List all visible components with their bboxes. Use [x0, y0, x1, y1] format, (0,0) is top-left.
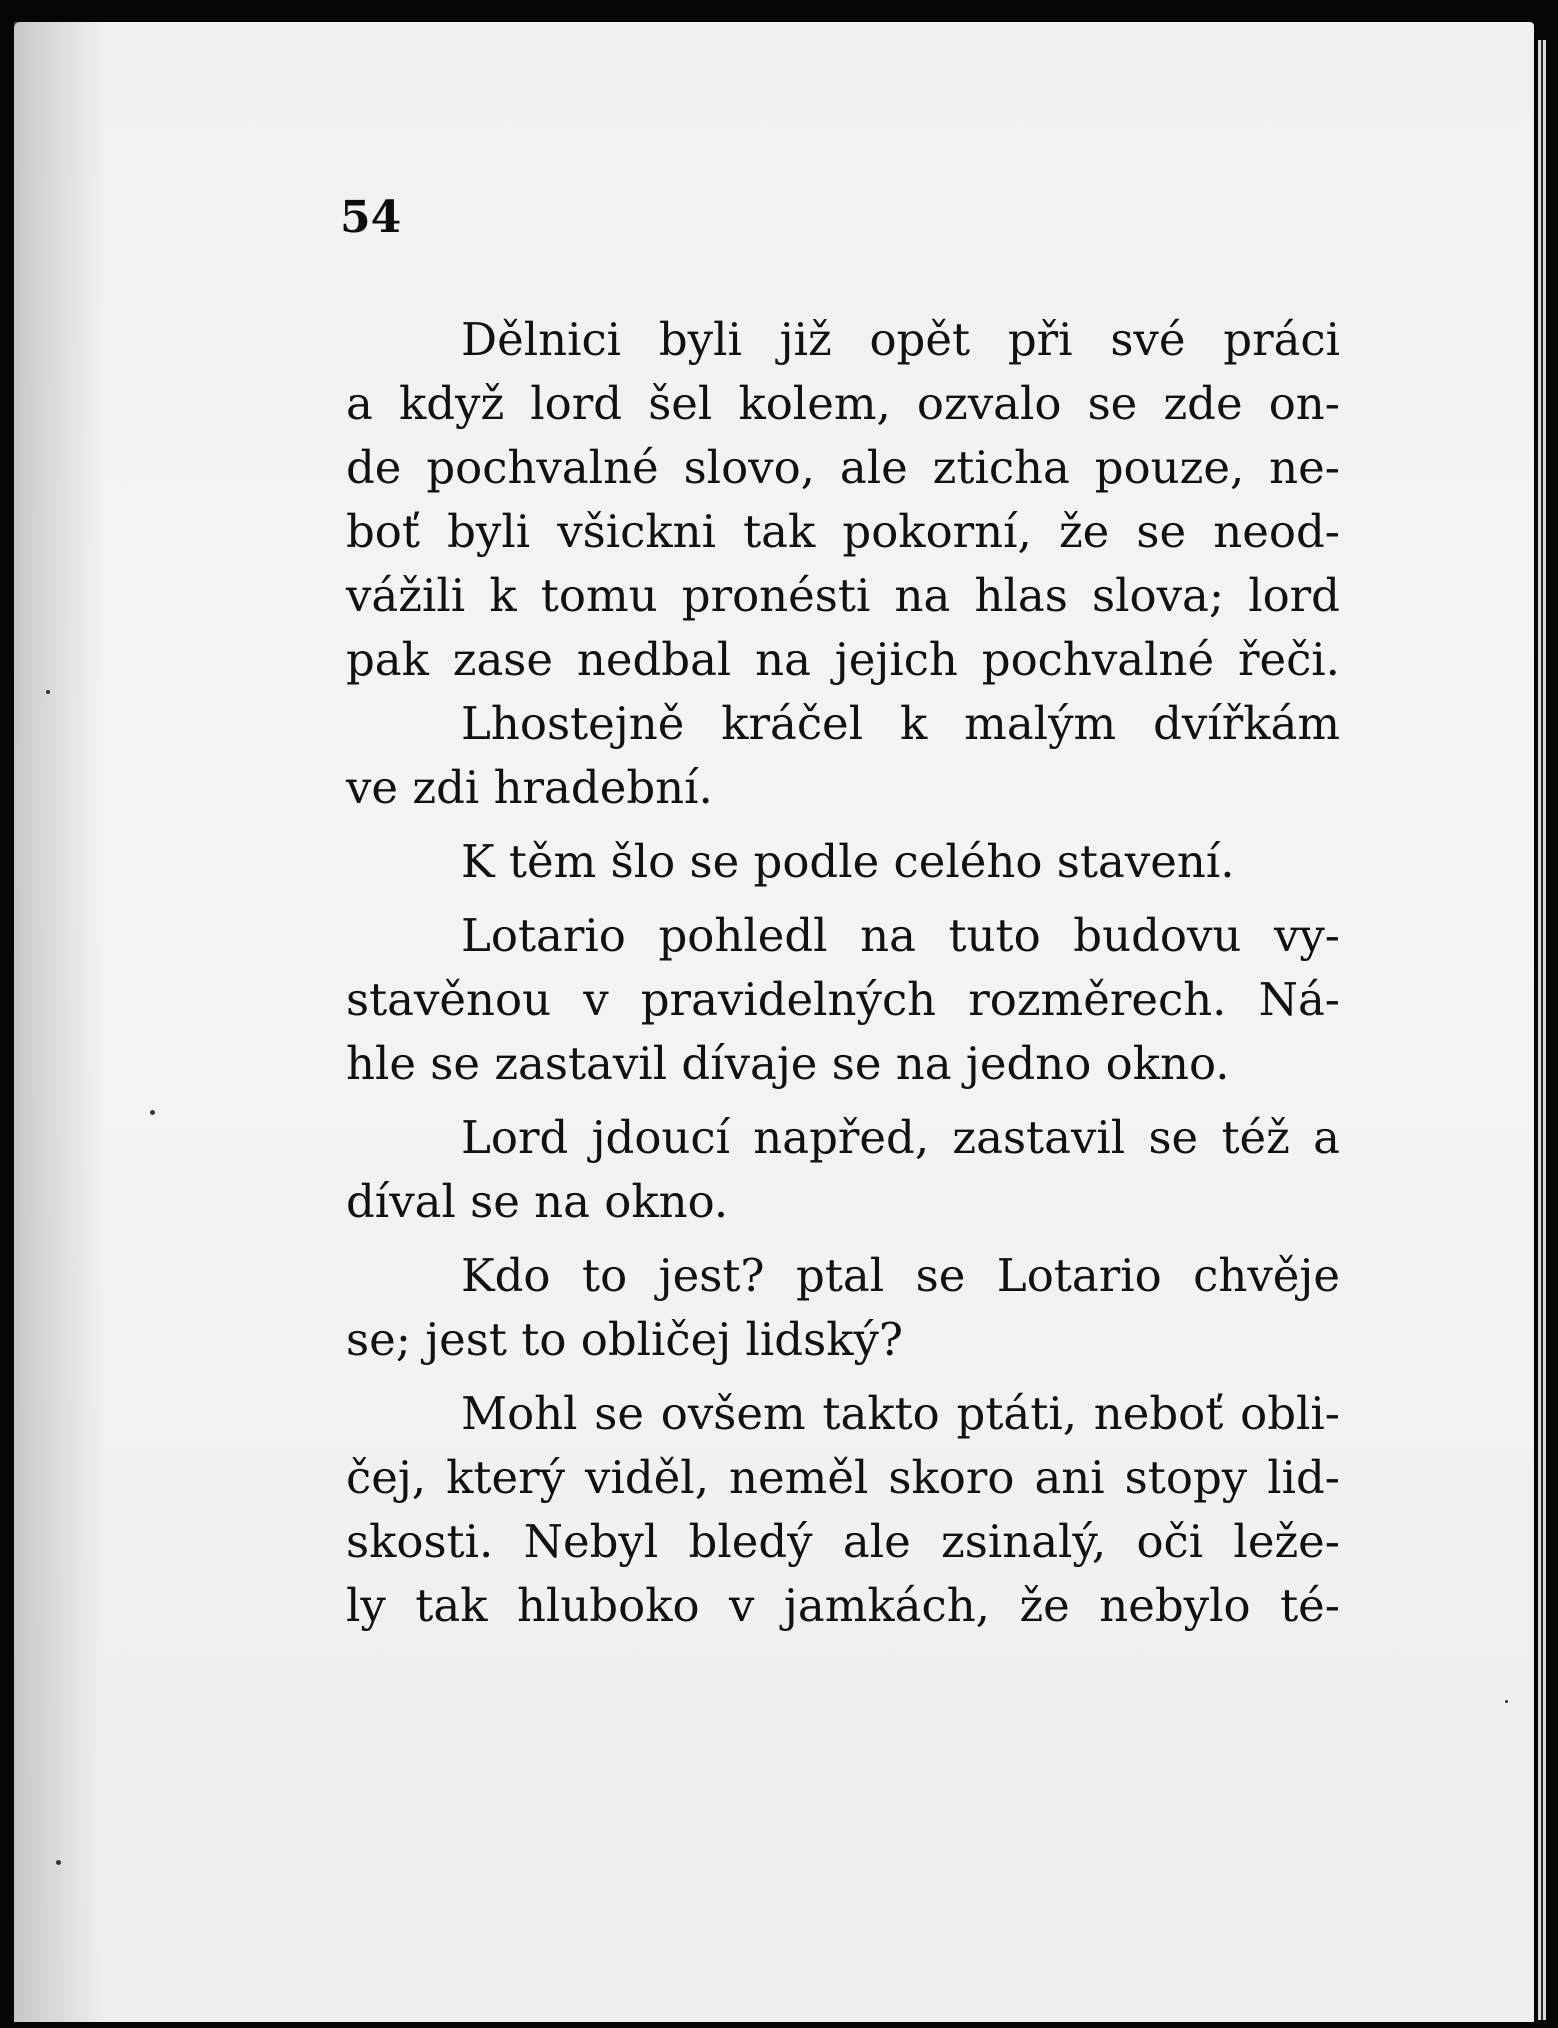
text-line: se; jest to obličej lidský? [346, 1313, 904, 1366]
paragraph [346, 830, 1340, 894]
text-line: Lotario pohledl na tuto budovu vy- [461, 909, 1340, 962]
page-number: 54 [340, 192, 402, 243]
body-text [346, 308, 1340, 1638]
text-line: ly tak hluboko v jamkách, že nebylo té- [346, 1579, 1340, 1632]
paragraph [346, 904, 1340, 1096]
text-line: a když lord šel kolem, ozvalo se zde on- [346, 377, 1340, 430]
text-line: pak zase nedbal na jejich pochvalné řeči. [346, 633, 1340, 686]
text-line: Lord jdoucí napřed, zastavil se též a [461, 1111, 1340, 1164]
paragraph [346, 1244, 1340, 1372]
text-line: Lhostejně kráčel k malým dvířkám [461, 697, 1340, 750]
text-line: hle se zastavil dívaje se na jedno okno. [346, 1037, 1230, 1090]
text-line: boť byli všickni tak pokorní, že se neod- [346, 505, 1340, 558]
text-line: stavěnou v pravidelných rozměrech. Ná- [346, 973, 1340, 1026]
text-line: Mohl se ovšem takto ptáti, neboť obli- [461, 1387, 1340, 1440]
text-line: de pochvalné slovo, ale zticha pouze, ne- [346, 441, 1340, 494]
paragraph [346, 1382, 1340, 1638]
scan-speck [1505, 1700, 1508, 1703]
text-line: skosti. Nebyl bledý ale zsinalý, oči leže- [346, 1515, 1340, 1568]
scan-speck [150, 1110, 155, 1115]
text-line: díval se na okno. [346, 1175, 729, 1228]
scan-speck [46, 690, 50, 694]
scan-speck [56, 1860, 61, 1865]
paragraph [346, 308, 1340, 692]
text-line: čej, který viděl, neměl skoro ani stopy lid- [346, 1451, 1340, 1504]
text-line: ve zdi hradební. [346, 761, 713, 814]
text-line: K těm šlo se podle celého stavení. [461, 835, 1235, 888]
text-line: Dělnici byli již opět při své práci [461, 313, 1340, 366]
text-line: Kdo to jest? ptal se Lotario chvěje [461, 1249, 1340, 1302]
text-line: vážili k tomu pronésti na hlas slova; lord [346, 569, 1340, 622]
paragraph [346, 692, 1340, 820]
book-spine-line [1541, 40, 1543, 2020]
paragraph [346, 1106, 1340, 1234]
